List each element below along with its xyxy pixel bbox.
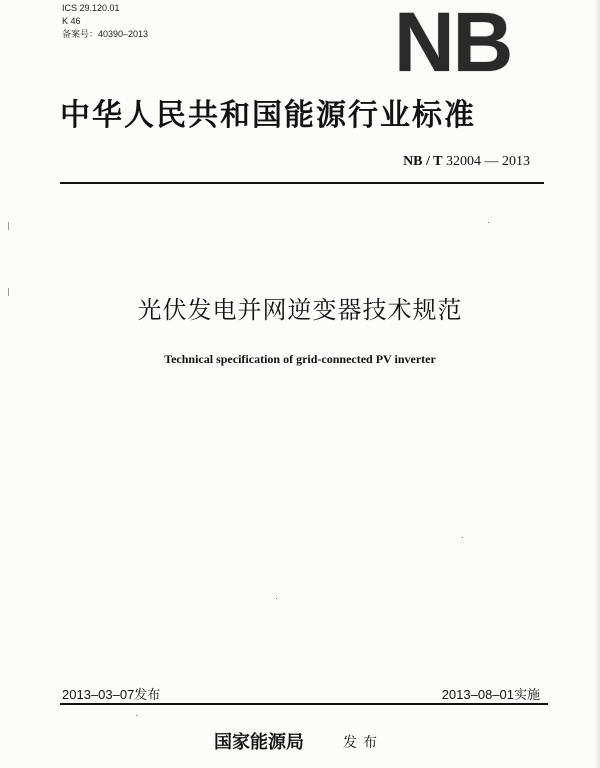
scan-speck xyxy=(462,537,463,538)
scan-edge-shadow xyxy=(594,0,600,768)
top-divider xyxy=(60,182,544,184)
standard-number-prefix: NB / T xyxy=(403,154,443,169)
standard-number-value: 32004 — 2013 xyxy=(446,154,530,169)
standard-number xyxy=(403,154,530,170)
classification-code: K 46 xyxy=(62,16,81,26)
ics-code: ICS 29.120.01 xyxy=(62,3,120,13)
issue-date: 2013–03–07发布 xyxy=(62,687,161,702)
document-title-chinese: 光伏发电并网逆变器技术规范 xyxy=(137,296,463,324)
scan-mark xyxy=(8,288,9,296)
publish-label: 发布 xyxy=(343,735,383,751)
document-title-english: Technical specification of grid-connected PV inverter xyxy=(164,352,436,366)
publisher-name: 国家能源局 xyxy=(214,732,304,753)
implementation-date: 2013–08–01实施 xyxy=(441,687,540,702)
scan-speck xyxy=(488,222,489,223)
scan-mark xyxy=(8,222,9,230)
nb-logo: NB xyxy=(394,0,512,89)
metadata-block xyxy=(62,2,148,41)
industry-standard-title: 中华人民共和国能源行业标准 xyxy=(60,98,476,133)
scan-speck xyxy=(276,598,277,599)
bottom-divider xyxy=(60,703,548,705)
record-number: 备案号：40390–2013 xyxy=(62,29,149,39)
scan-speck xyxy=(136,715,137,716)
